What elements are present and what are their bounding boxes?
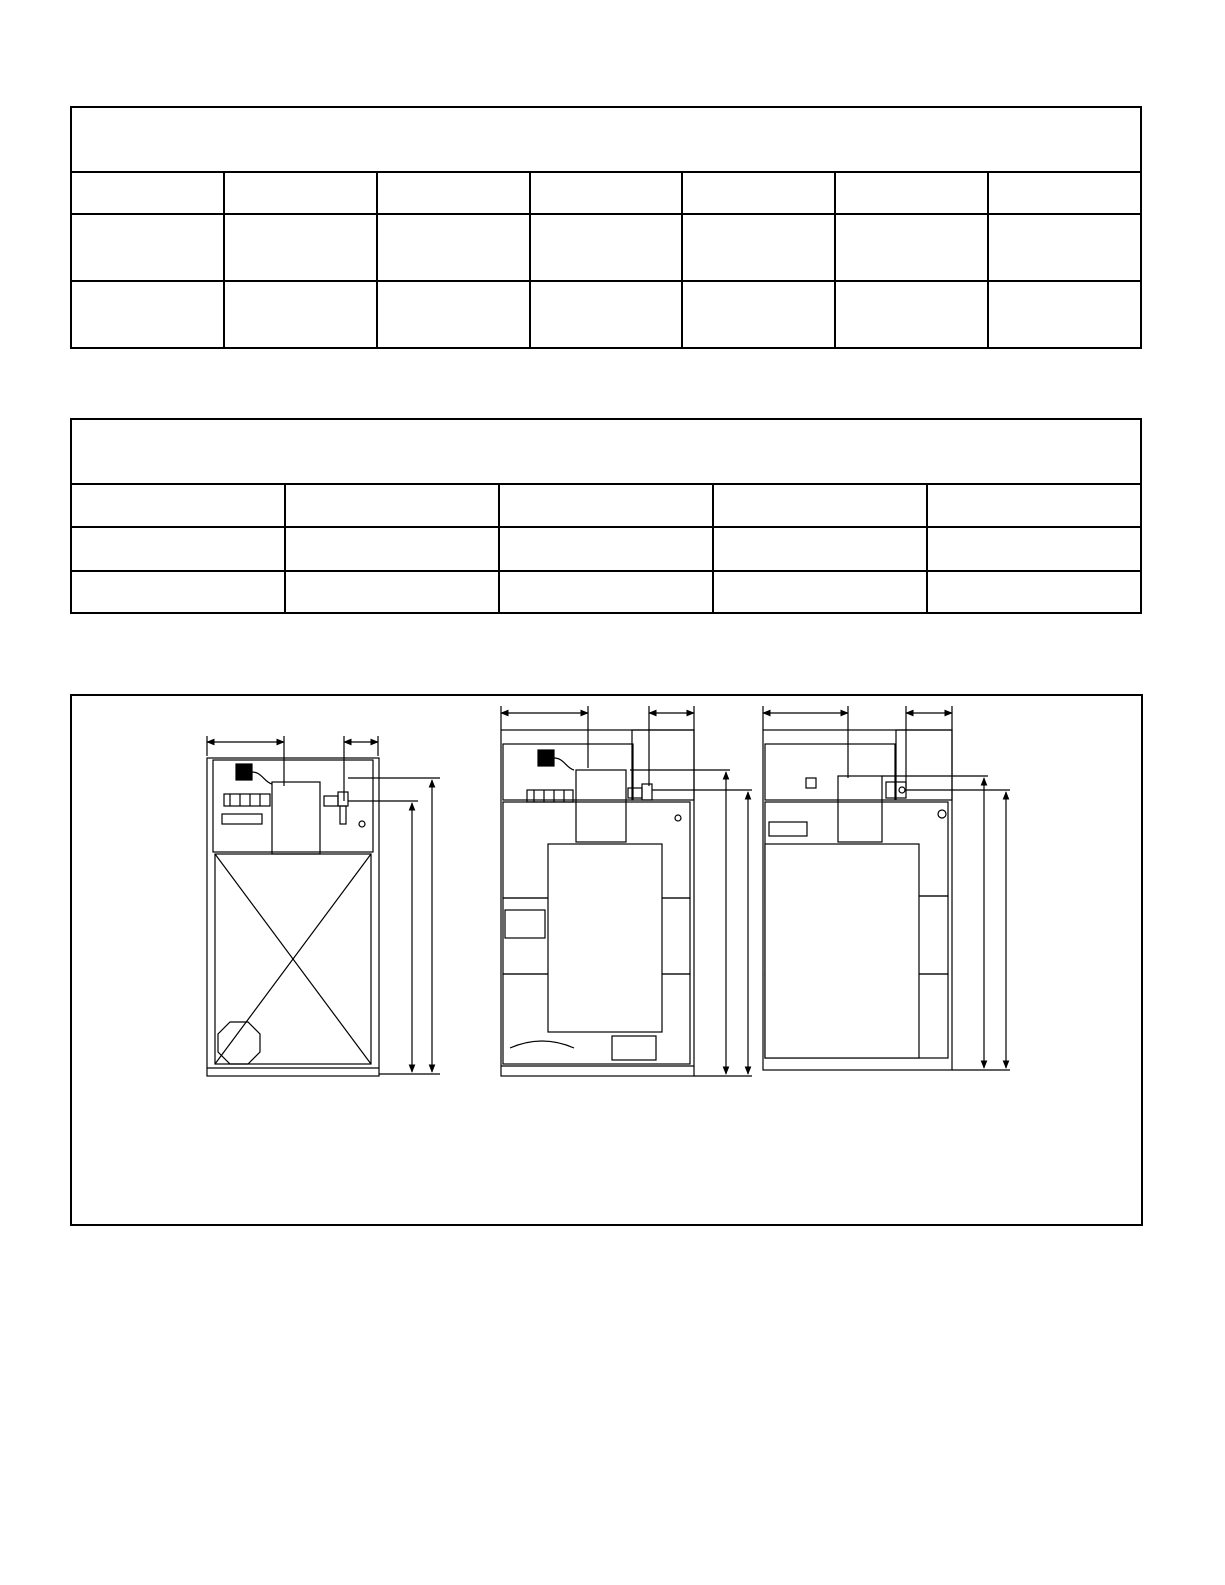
table-1-cell	[225, 282, 378, 347]
table-2-cell	[286, 528, 500, 570]
table-2-cell	[928, 528, 1140, 570]
front-panel	[548, 844, 662, 1032]
table-2-cell	[714, 528, 928, 570]
table-1	[70, 106, 1142, 349]
table-1-cell	[225, 215, 378, 280]
table-1-cell	[836, 215, 989, 280]
table-1-cell	[72, 171, 225, 213]
table-2-row	[72, 572, 1140, 612]
table-2-cell	[286, 572, 500, 612]
table-2-cell	[928, 572, 1140, 612]
table-1-header-row	[72, 171, 1140, 215]
table-1-cell	[531, 215, 684, 280]
octagon-panel	[218, 1022, 260, 1064]
cabinet-view-left	[207, 736, 440, 1076]
table-1-row	[72, 215, 1140, 282]
table-1-cell	[378, 171, 531, 213]
table-2-cell	[500, 528, 714, 570]
table-2-cell	[286, 483, 500, 526]
table-1-cell	[836, 171, 989, 213]
table-2-cell	[72, 572, 286, 612]
table-2-title-row	[72, 420, 1140, 485]
table-1-cell	[378, 282, 531, 347]
table-2-cell	[500, 572, 714, 612]
table-1-cell	[989, 282, 1140, 347]
table-2-cell	[72, 483, 286, 526]
table-1-cell	[683, 171, 836, 213]
table-1-cell	[836, 282, 989, 347]
cabinet-view-middle	[501, 706, 752, 1076]
table-1-cell	[72, 282, 225, 347]
table-1-cell	[683, 215, 836, 280]
table-2-cell	[72, 528, 286, 570]
table-1-row	[72, 282, 1140, 347]
table-2-cell	[928, 483, 1140, 526]
table-1-cell	[531, 171, 684, 213]
table-2-row	[72, 528, 1140, 572]
table-1-cell	[989, 215, 1140, 280]
table-1-cell	[225, 171, 378, 213]
table-2-cell	[500, 483, 714, 526]
table-1-cell	[378, 215, 531, 280]
cabinet-view-right	[763, 706, 1010, 1070]
front-panel	[765, 844, 919, 1058]
table-2-cell	[714, 483, 928, 526]
table-2-header-row	[72, 483, 1140, 528]
table-1-title-row	[72, 108, 1140, 173]
table-2-cell	[714, 572, 928, 612]
figure-box	[70, 694, 1143, 1226]
table-1-cell	[72, 215, 225, 280]
table-1-cell	[531, 282, 684, 347]
table-2	[70, 418, 1142, 614]
table-1-cell	[683, 282, 836, 347]
table-1-cell	[989, 171, 1140, 213]
cabinet-drawings	[72, 696, 1141, 1224]
